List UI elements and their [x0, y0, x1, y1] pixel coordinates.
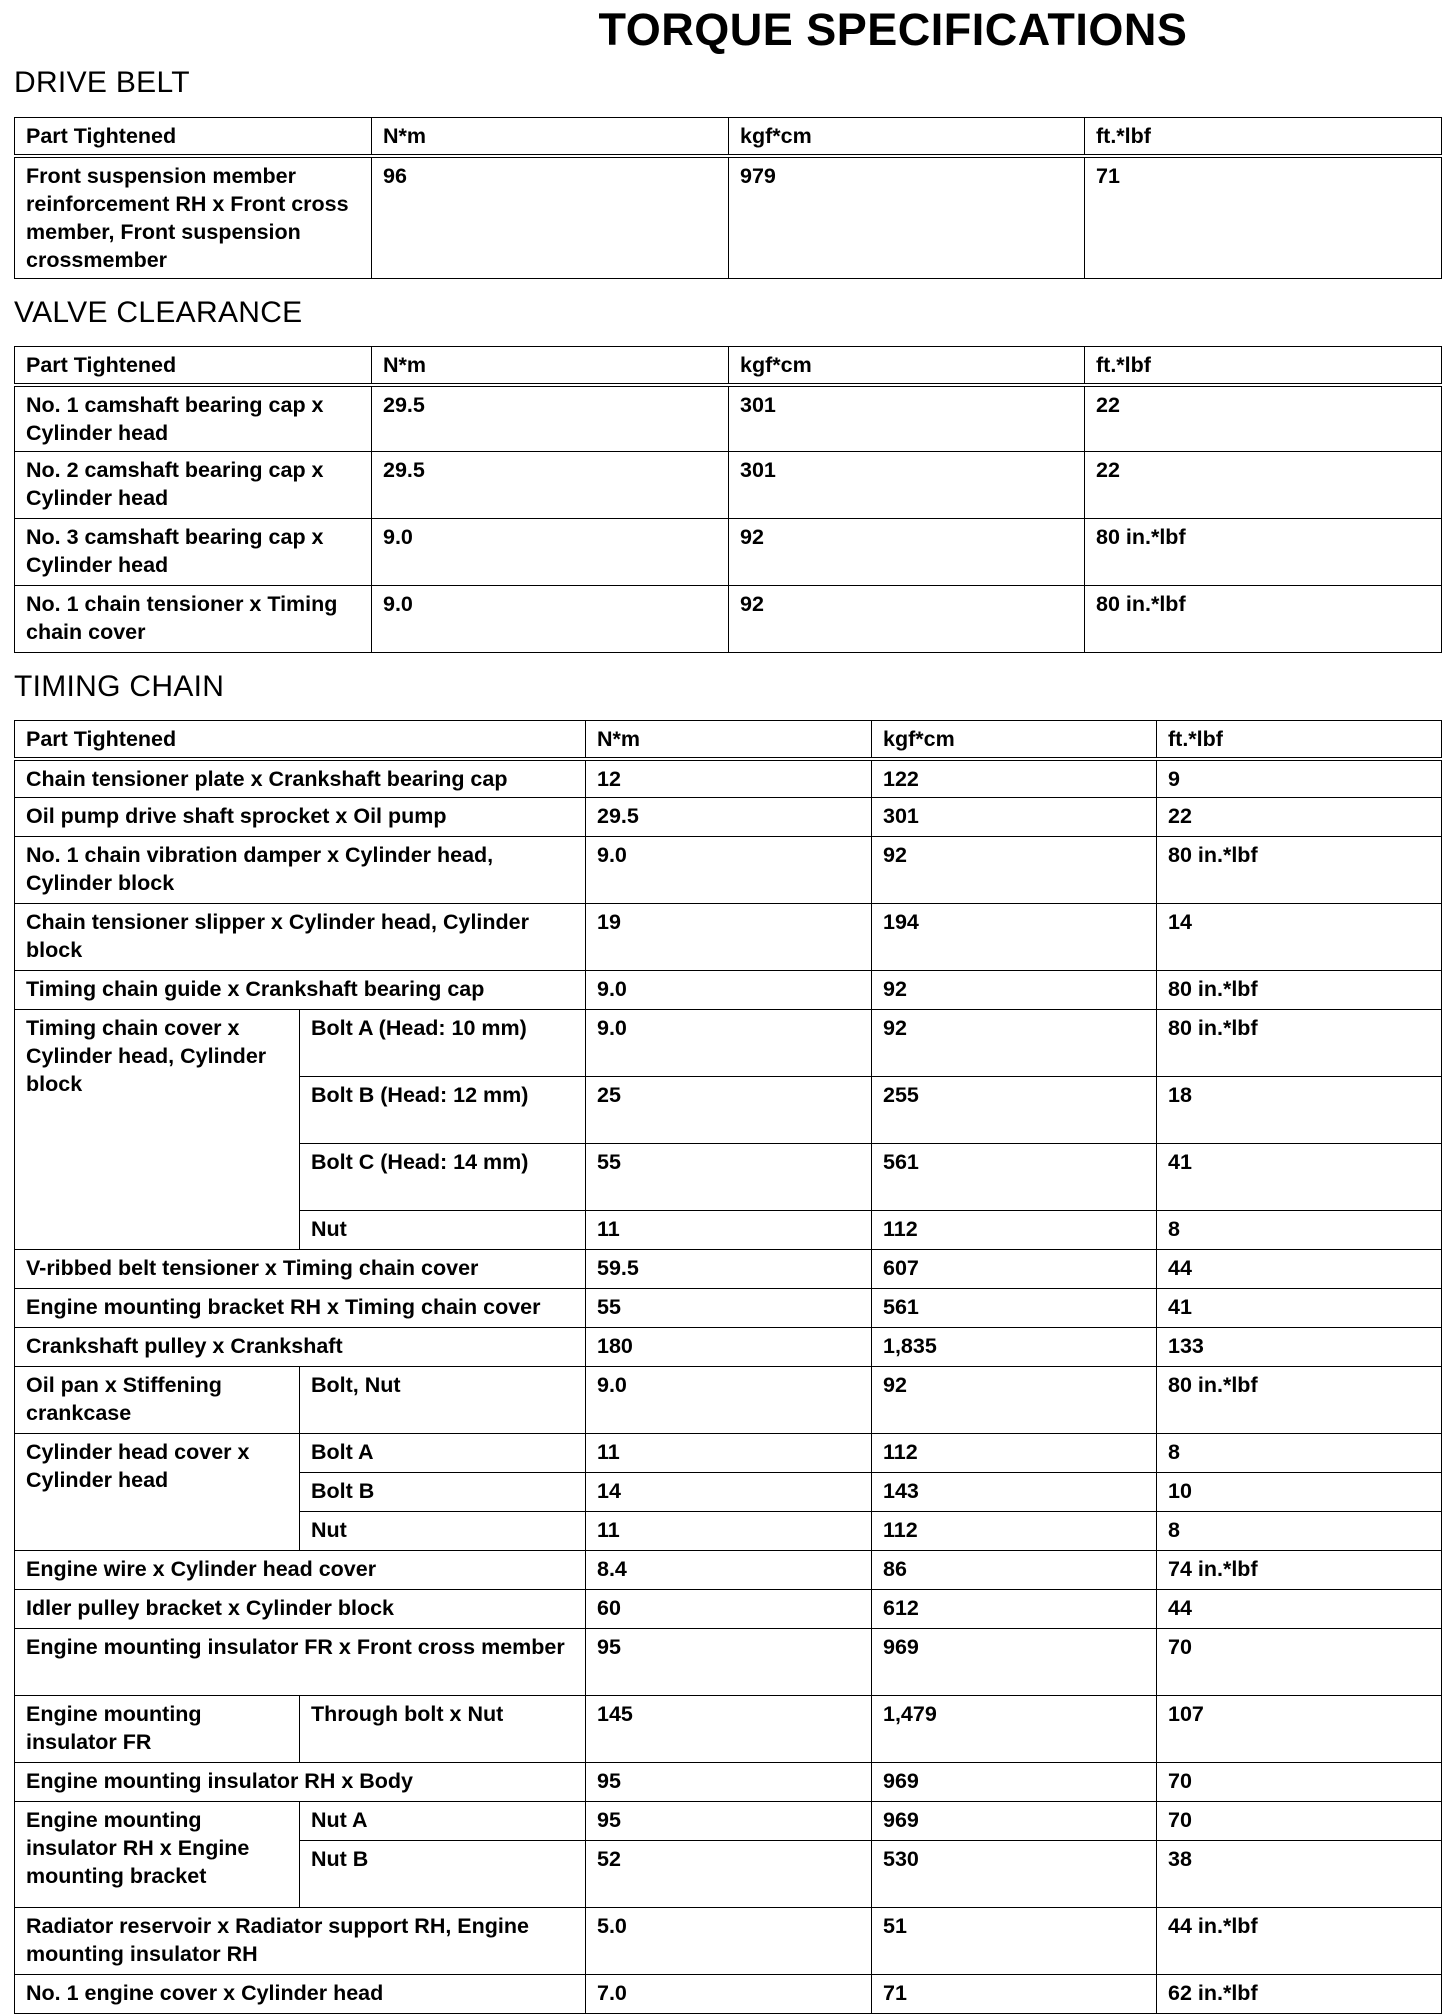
- cell-ft: 22: [1085, 385, 1442, 452]
- table-row: [15, 452, 1442, 519]
- cell-subpart: Through bolt x Nut: [300, 1696, 586, 1763]
- header-part: Part Tightened: [15, 347, 372, 385]
- cell-kgf: 979: [729, 156, 1085, 279]
- cell-ft: 44 in.*lbf: [1157, 1908, 1442, 1975]
- cell-nm: 9.0: [372, 519, 729, 586]
- cell-ft: 22: [1157, 798, 1442, 837]
- cell-ft: 80 in.*lbf: [1157, 1010, 1442, 1077]
- cell-ft: 80 in.*lbf: [1157, 1367, 1442, 1434]
- cell-nm: 19: [586, 904, 872, 971]
- cell-nm: 29.5: [372, 385, 729, 452]
- cell-kgf: 112: [872, 1512, 1157, 1551]
- table-row: [15, 1629, 1442, 1696]
- cell-part: Crankshaft pulley x Crankshaft: [15, 1328, 586, 1367]
- table-row: [15, 759, 1442, 798]
- table-row: [15, 1289, 1442, 1328]
- cell-nm: 12: [586, 759, 872, 798]
- header-kgf: kgf*cm: [729, 118, 1085, 156]
- cell-nm: 11: [586, 1211, 872, 1250]
- cell-nm: 9.0: [586, 1367, 872, 1434]
- cell-nm: 11: [586, 1434, 872, 1473]
- cell-nm: 8.4: [586, 1551, 872, 1590]
- cell-nm: 9.0: [586, 837, 872, 904]
- cell-kgf: 561: [872, 1144, 1157, 1211]
- cell-kgf: 1,479: [872, 1696, 1157, 1763]
- table-row: [15, 837, 1442, 904]
- table-row: [15, 1590, 1442, 1629]
- header-nm: N*m: [372, 347, 729, 385]
- cell-ft: 41: [1157, 1144, 1442, 1211]
- cell-part: Timing chain guide x Crankshaft bearing cap: [15, 971, 586, 1010]
- cell-nm: 180: [586, 1328, 872, 1367]
- cell-kgf: 92: [872, 971, 1157, 1010]
- cell-kgf: 92: [872, 1010, 1157, 1077]
- table-row: [15, 1975, 1442, 2014]
- cell-kgf: 969: [872, 1763, 1157, 1802]
- cell-ft: 41: [1157, 1289, 1442, 1328]
- cell-kgf: 1,835: [872, 1328, 1157, 1367]
- cell-nm: 9.0: [372, 586, 729, 653]
- header-ft: ft.*lbf: [1085, 118, 1442, 156]
- cell-subpart: Bolt C (Head: 14 mm): [300, 1144, 586, 1211]
- cell-part: Engine mounting insulator RH x Body: [15, 1763, 586, 1802]
- cell-part: Engine mounting insulator FR x Front cross member: [15, 1629, 586, 1696]
- cell-part: No. 3 camshaft bearing cap x Cylinder head: [15, 519, 372, 586]
- cell-nm: 29.5: [586, 798, 872, 837]
- table-row: [15, 798, 1442, 837]
- table-row: [15, 586, 1442, 653]
- cell-kgf: 92: [872, 837, 1157, 904]
- cell-subpart: Bolt B (Head: 12 mm): [300, 1077, 586, 1144]
- cell-ft: 62 in.*lbf: [1157, 1975, 1442, 2014]
- cell-ft: 107: [1157, 1696, 1442, 1763]
- section-heading-timing-chain: TIMING CHAIN: [14, 670, 225, 703]
- cell-subpart: Nut: [300, 1512, 586, 1551]
- cell-nm: 14: [586, 1473, 872, 1512]
- cell-ft: 9: [1157, 759, 1442, 798]
- cell-nm: 9.0: [586, 1010, 872, 1077]
- cell-part: Oil pump drive shaft sprocket x Oil pump: [15, 798, 586, 837]
- table-row: [15, 1908, 1442, 1975]
- cell-ft: 8: [1157, 1434, 1442, 1473]
- table-row: [15, 1010, 1442, 1077]
- cell-nm: 9.0: [586, 971, 872, 1010]
- cell-kgf: 86: [872, 1551, 1157, 1590]
- cell-part: No. 1 chain vibration damper x Cylinder head, Cylinder block: [15, 837, 586, 904]
- table-row: [15, 1551, 1442, 1590]
- cell-kgf: 301: [872, 798, 1157, 837]
- header-part: Part Tightened: [15, 118, 372, 156]
- cell-kgf: 561: [872, 1289, 1157, 1328]
- table-row: [15, 904, 1442, 971]
- timing-chain-table: [14, 720, 1442, 2014]
- cell-part: Engine wire x Cylinder head cover: [15, 1551, 586, 1590]
- header-nm: N*m: [372, 118, 729, 156]
- cell-part: No. 2 camshaft bearing cap x Cylinder head: [15, 452, 372, 519]
- cell-subpart: Bolt B: [300, 1473, 586, 1512]
- cell-part: V-ribbed belt tensioner x Timing chain cover: [15, 1250, 586, 1289]
- header-ft: ft.*lbf: [1157, 721, 1442, 759]
- section-heading-drive-belt: DRIVE BELT: [14, 66, 190, 99]
- header-part: Part Tightened: [15, 721, 586, 759]
- cell-part: Chain tensioner slipper x Cylinder head, Cylinder block: [15, 904, 586, 971]
- cell-nm: 95: [586, 1763, 872, 1802]
- cell-kgf: 255: [872, 1077, 1157, 1144]
- cell-part: Idler pulley bracket x Cylinder block: [15, 1590, 586, 1629]
- cell-kgf: 969: [872, 1629, 1157, 1696]
- cell-ft: 80 in.*lbf: [1157, 837, 1442, 904]
- header-nm: N*m: [586, 721, 872, 759]
- cell-ft: 18: [1157, 1077, 1442, 1144]
- cell-nm: 95: [586, 1629, 872, 1696]
- cell-ft: 38: [1157, 1841, 1442, 1908]
- cell-nm: 7.0: [586, 1975, 872, 2014]
- page-title: TORQUE SPECIFICATIONS: [598, 4, 1188, 55]
- cell-nm: 52: [586, 1841, 872, 1908]
- cell-nm: 55: [586, 1144, 872, 1211]
- cell-ft: 44: [1157, 1590, 1442, 1629]
- cell-kgf: 112: [872, 1211, 1157, 1250]
- cell-kgf: 194: [872, 904, 1157, 971]
- cell-kgf: 143: [872, 1473, 1157, 1512]
- table-row: [15, 1763, 1442, 1802]
- table-row: [15, 1328, 1442, 1367]
- table-row: [15, 1696, 1442, 1763]
- table-row: [15, 1434, 1442, 1473]
- cell-nm: 145: [586, 1696, 872, 1763]
- cell-nm: 59.5: [586, 1250, 872, 1289]
- cell-ft: 8: [1157, 1512, 1442, 1551]
- header-kgf: kgf*cm: [872, 721, 1157, 759]
- cell-ft: 80 in.*lbf: [1157, 971, 1442, 1010]
- table-row: [15, 1802, 1442, 1841]
- cell-kgf: 92: [872, 1367, 1157, 1434]
- cell-ft: 71: [1085, 156, 1442, 279]
- cell-nm: 60: [586, 1590, 872, 1629]
- table-header-row: [15, 721, 1442, 759]
- table-row: [15, 971, 1442, 1010]
- cell-nm: 29.5: [372, 452, 729, 519]
- cell-kgf: 301: [729, 452, 1085, 519]
- cell-subpart: Bolt, Nut: [300, 1367, 586, 1434]
- cell-ft: 70: [1157, 1763, 1442, 1802]
- cell-ft: 70: [1157, 1802, 1442, 1841]
- cell-nm: 5.0: [586, 1908, 872, 1975]
- cell-part: No. 1 engine cover x Cylinder head: [15, 1975, 586, 2014]
- cell-part: Timing chain cover x Cylinder head, Cylinder block: [15, 1010, 300, 1250]
- cell-kgf: 51: [872, 1908, 1157, 1975]
- cell-kgf: 969: [872, 1802, 1157, 1841]
- cell-kgf: 92: [729, 519, 1085, 586]
- cell-nm: 96: [372, 156, 729, 279]
- table-header-row: [15, 118, 1442, 156]
- cell-ft: 74 in.*lbf: [1157, 1551, 1442, 1590]
- cell-nm: 95: [586, 1802, 872, 1841]
- cell-kgf: 112: [872, 1434, 1157, 1473]
- cell-ft: 8: [1157, 1211, 1442, 1250]
- cell-ft: 22: [1085, 452, 1442, 519]
- cell-nm: 25: [586, 1077, 872, 1144]
- cell-ft: 10: [1157, 1473, 1442, 1512]
- table-row: [15, 156, 1442, 279]
- cell-part: Engine mounting bracket RH x Timing chain cover: [15, 1289, 586, 1328]
- table-row: [15, 519, 1442, 586]
- cell-nm: 11: [586, 1512, 872, 1551]
- cell-ft: 133: [1157, 1328, 1442, 1367]
- cell-kgf: 92: [729, 586, 1085, 653]
- cell-part: No. 1 chain tensioner x Timing chain cover: [15, 586, 372, 653]
- cell-part: Engine mounting insulator RH x Engine mounting bracket: [15, 1802, 300, 1908]
- section-heading-valve-clearance: VALVE CLEARANCE: [14, 296, 303, 329]
- cell-part: Cylinder head cover x Cylinder head: [15, 1434, 300, 1551]
- cell-ft: 80 in.*lbf: [1085, 519, 1442, 586]
- table-row: [15, 1250, 1442, 1289]
- cell-kgf: 301: [729, 385, 1085, 452]
- cell-ft: 80 in.*lbf: [1085, 586, 1442, 653]
- header-ft: ft.*lbf: [1085, 347, 1442, 385]
- cell-subpart: Bolt A: [300, 1434, 586, 1473]
- header-kgf: kgf*cm: [729, 347, 1085, 385]
- cell-part: Front suspension member reinforcement RH x Front cross member, Front suspension crossmember: [15, 156, 372, 279]
- cell-nm: 55: [586, 1289, 872, 1328]
- cell-kgf: 530: [872, 1841, 1157, 1908]
- cell-ft: 70: [1157, 1629, 1442, 1696]
- cell-kgf: 607: [872, 1250, 1157, 1289]
- cell-ft: 14: [1157, 904, 1442, 971]
- cell-part: Oil pan x Stiffening crankcase: [15, 1367, 300, 1434]
- cell-subpart: Nut: [300, 1211, 586, 1250]
- cell-subpart: Nut A: [300, 1802, 586, 1841]
- table-row: [15, 385, 1442, 452]
- cell-subpart: Nut B: [300, 1841, 586, 1908]
- drive-belt-table: [14, 117, 1442, 279]
- cell-kgf: 122: [872, 759, 1157, 798]
- cell-kgf: 612: [872, 1590, 1157, 1629]
- cell-subpart: Bolt A (Head: 10 mm): [300, 1010, 586, 1077]
- cell-part: Radiator reservoir x Radiator support RH, Engine mounting insulator RH: [15, 1908, 586, 1975]
- table-header-row: [15, 347, 1442, 385]
- cell-kgf: 71: [872, 1975, 1157, 2014]
- table-row: [15, 1367, 1442, 1434]
- cell-part: Engine mounting insulator FR: [15, 1696, 300, 1763]
- cell-part: Chain tensioner plate x Crankshaft bearing cap: [15, 759, 586, 798]
- cell-part: No. 1 camshaft bearing cap x Cylinder head: [15, 385, 372, 452]
- cell-ft: 44: [1157, 1250, 1442, 1289]
- valve-clearance-table: [14, 346, 1442, 653]
